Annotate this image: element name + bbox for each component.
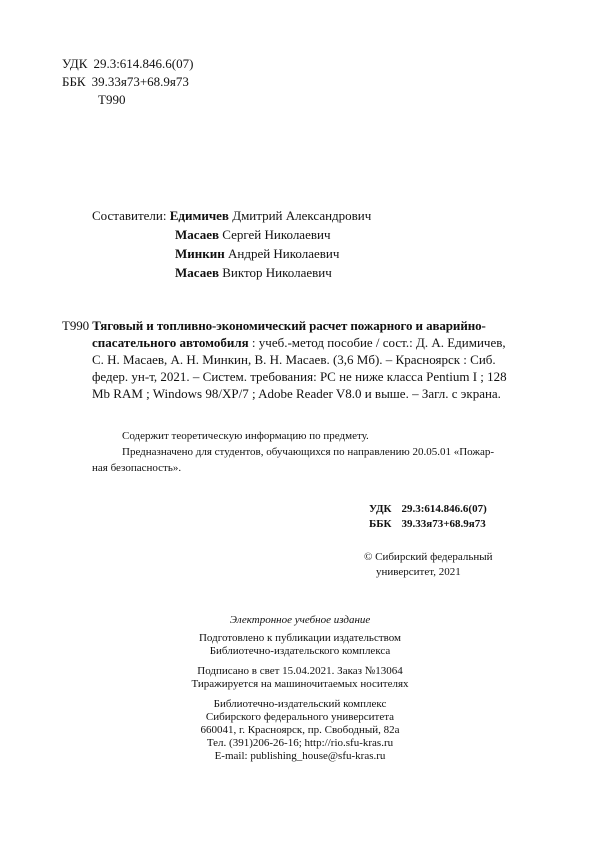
publisher-line-2: Сибирского федерального университета (205, 711, 395, 723)
bib-line-4: федер. ун-т, 2021. – Систем. требования: PC не ниже класса Pentium I ; 128 (92, 369, 507, 384)
udk-top-row (62, 56, 193, 72)
prepared-line-2: Библиотечно-издательского комплекса (209, 645, 391, 657)
bib-title-part1: Тяговый и топливно-экономический расчет пожарного и аварийно- (92, 318, 486, 333)
udk-value-bottom: 29.3:614.846.6(07) (401, 503, 487, 515)
annotation-line-1: Содержит теоретическую информацию по предмету. (122, 430, 369, 442)
compiler-surname: Масаев (175, 265, 219, 280)
annotation-line-3: ная безопасность». (92, 462, 182, 474)
compiler-name: Андрей Николаевич (227, 246, 340, 261)
udk-label: УДК (62, 56, 88, 71)
bbk-label: ББК (62, 74, 86, 89)
compiler-row (92, 265, 371, 284)
bib-line-5: Mb RAM ; Windows 98/XP/7 ; Adobe Reader V8.0 и выше. – Загл. с экрана. (92, 386, 501, 401)
copyright-line-2: университет, 2021 (376, 566, 461, 578)
bib-line-3: С. Н. Масаев, А. Н. Минкин, В. Н. Масаев. (3,6 Мб). – Красноярск : Сиб. (92, 352, 496, 367)
compilers-block (92, 208, 371, 284)
compiler-row (92, 227, 371, 246)
annotation (92, 430, 548, 478)
author-sign-top: Т990 (98, 92, 126, 107)
compiler-name: Дмитрий Александрович (232, 208, 372, 223)
address-line: 660041, г. Красноярск, пр. Свободный, 82а (200, 724, 400, 736)
copyright-line-1: © Сибирский федеральный (364, 551, 493, 563)
compiler-surname: Едимичев (169, 208, 229, 223)
compiler-name: Виктор Николаевич (222, 265, 332, 280)
compiler-row (92, 208, 371, 227)
bib-line-2 (62, 335, 548, 352)
bib-sign: Т990 (62, 318, 90, 333)
classification-bottom (369, 503, 487, 533)
bib-line2-rest: : учеб.-метод пособие / сост.: Д. А. Едимичев, (251, 335, 506, 350)
compiler-surname: Минкин (175, 246, 225, 261)
prepared-line-1: Подготовлено к публикации издательством (198, 632, 402, 644)
imprint (150, 614, 450, 763)
bib-line-1 (62, 318, 548, 335)
annotation-line-2: Предназначено для студентов, обучающихся по направлению 20.05.01 «Пожар- (122, 446, 495, 458)
publisher-line-1: Библиотечно-издательский комплекс (213, 698, 387, 710)
classification-top (62, 56, 193, 108)
compiler-name: Сергей Николаевич (222, 227, 331, 242)
bbk-value: 39.33я73+68.9я73 (91, 74, 189, 89)
edition-type: Электронное учебное издание (229, 614, 371, 626)
copies-line: Тиражируется на машиночитаемых носителях (191, 678, 409, 690)
signed-line: Подписано в свет 15.04.2021. Заказ №13064 (197, 665, 403, 677)
bbk-label-bottom: ББК (369, 518, 392, 530)
bibliographic-description (62, 318, 548, 403)
bbk-value-bottom: 39.33я73+68.9я73 (401, 518, 486, 530)
copyright (364, 551, 493, 581)
udk-value: 29.3:614.846.6(07) (93, 56, 194, 71)
udk-bottom-row (369, 503, 487, 518)
email-line: E-mail: publishing_house@sfu-kras.ru (214, 750, 386, 762)
compilers-label: Составители: (92, 208, 167, 223)
bib-title-part2: спасательного автомобиля (92, 335, 249, 350)
bbk-top-row (62, 74, 193, 90)
udk-label-bottom: УДК (369, 503, 392, 515)
compiler-surname: Масаев (175, 227, 219, 242)
phone-line: Тел. (391)206-26-16; http://rio.sfu-kras.ru (206, 737, 394, 749)
compiler-row (92, 246, 371, 265)
bbk-bottom-row (369, 518, 487, 533)
